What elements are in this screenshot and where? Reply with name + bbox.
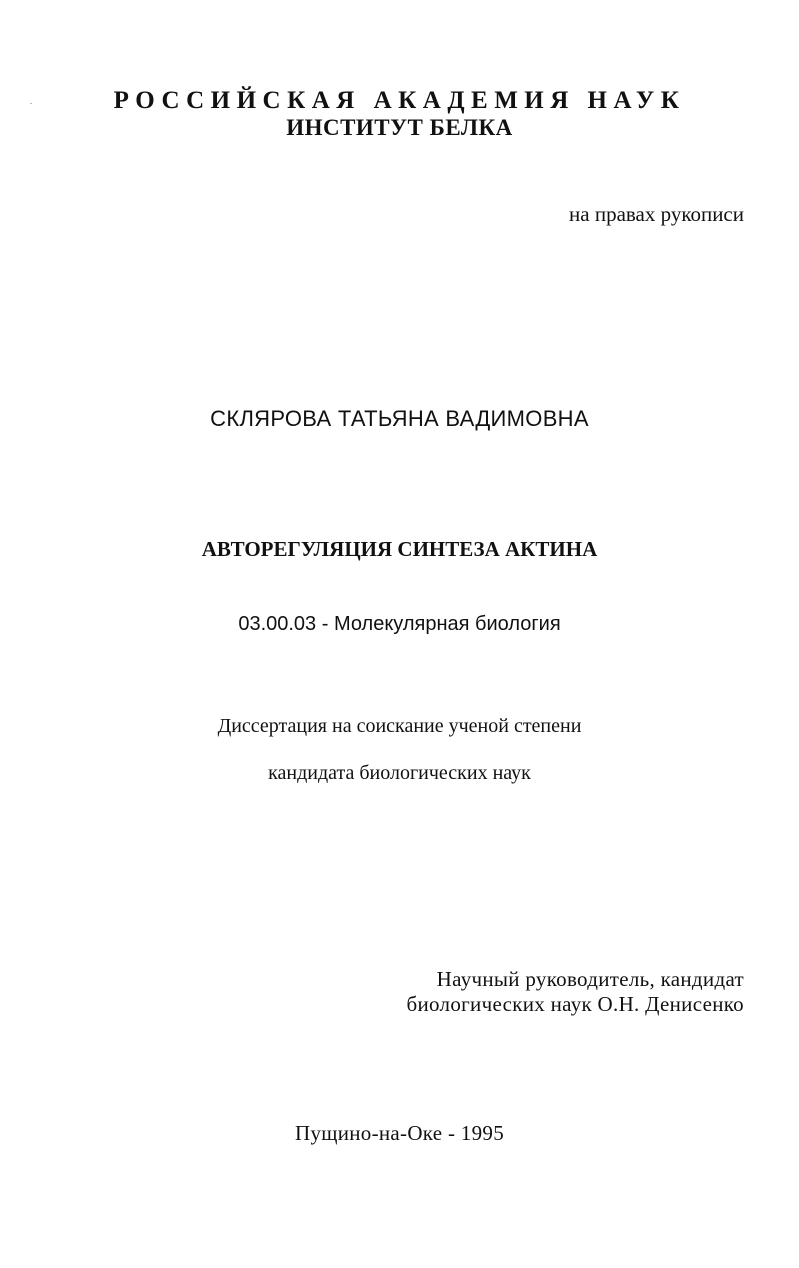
manuscript-note: на правах рукописи [569, 202, 744, 226]
supervisor-line-2: биологических наук О.Н. Денисенко [406, 992, 744, 1016]
degree-line-2: кандидата биологических наук [268, 762, 531, 784]
supervisor-line-1: Научный руководитель, кандидат [436, 967, 744, 991]
institute-name: ИНСТИТУТ БЕЛКА [286, 115, 513, 140]
organization-name: РОССИЙСКАЯ АКАДЕМИЯ НАУК [113, 87, 686, 114]
supervisor-block [344, 967, 744, 1017]
specialty-code: 03.00.03 - Молекулярная биология [238, 613, 561, 635]
author-name: СКЛЯРОВА ТАТЬЯНА ВАДИМОВНА [210, 406, 589, 431]
place-and-year: Пущино-на-Оке - 1995 [294, 1121, 505, 1145]
degree-line-1: Диссертация на соискание ученой степени [217, 715, 582, 737]
thesis-title: АВТОРЕГУЛЯЦИЯ СИНТЕЗА АКТИНА [201, 537, 598, 561]
